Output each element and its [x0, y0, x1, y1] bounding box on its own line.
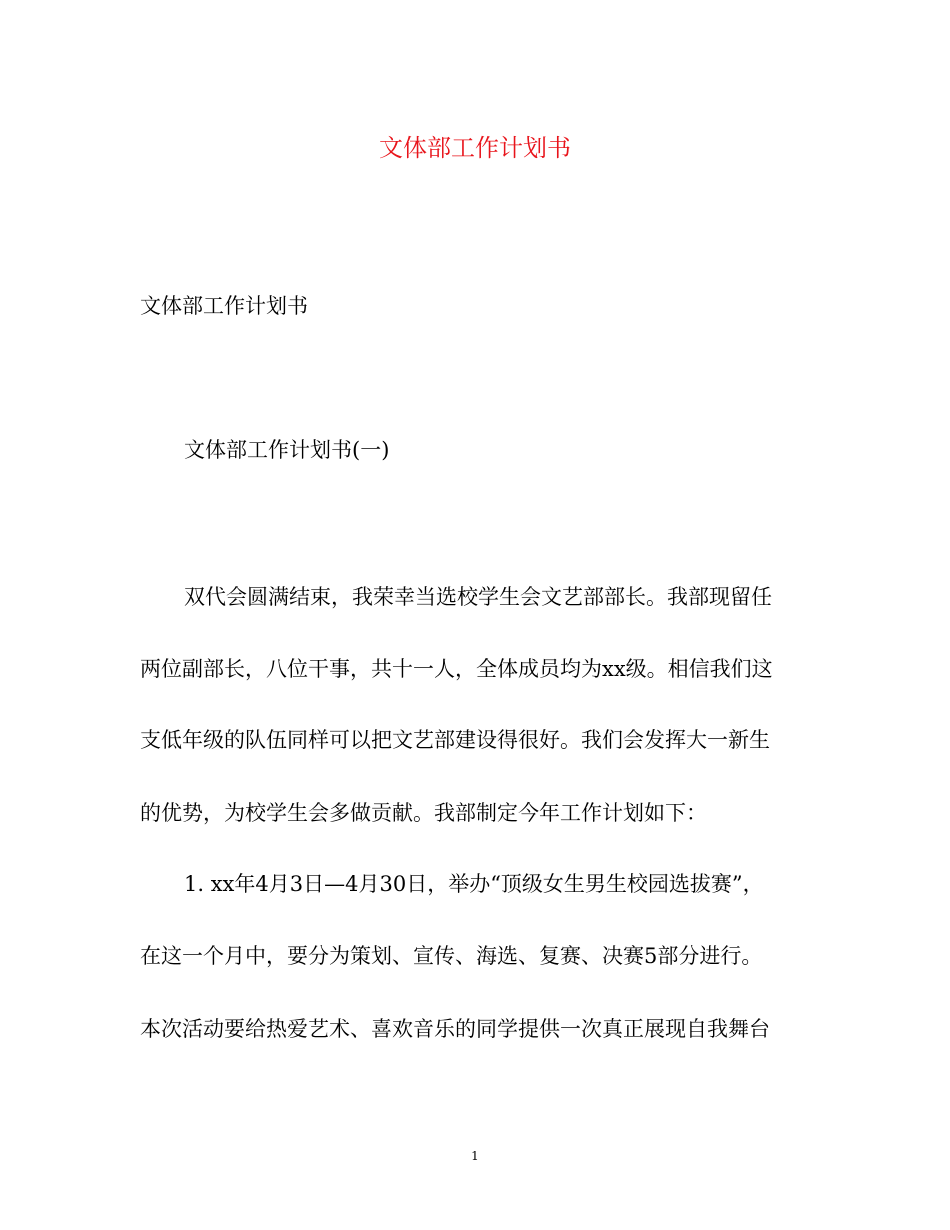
paragraph-line-3: 支低年级的队伍同样可以把文艺部建设得很好。我们会发挥大一新生	[140, 728, 770, 752]
paragraph-line-5: 1. xx年4月3日—4月30日，举办“顶级女生男生校园选拔赛”，	[184, 872, 764, 896]
document-title: 文体部工作计划书	[379, 134, 571, 162]
paragraph-line-6: 在这一个月中，要分为策划、宣传、海选、复赛、决赛5部分进行。	[140, 944, 763, 968]
paragraph-line-7: 本次活动要给热爱艺术、喜欢音乐的同学提供一次真正展现自我舞台	[140, 1017, 770, 1041]
document-subtitle: 文体部工作计划书	[140, 294, 308, 318]
paragraph-line-2: 两位副部长，八位干事，共十一人，全体成员均为xx级。相信我们这	[140, 657, 773, 681]
section-heading: 文体部工作计划书(一)	[184, 438, 390, 462]
paragraph-line-1: 双代会圆满结束，我荣幸当选校学生会文艺部部长。我部现留任	[184, 585, 772, 609]
page-number: 1	[471, 1149, 479, 1163]
paragraph-line-4: 的优势，为校学生会多做贡献。我部制定今年工作计划如下：	[140, 801, 707, 825]
